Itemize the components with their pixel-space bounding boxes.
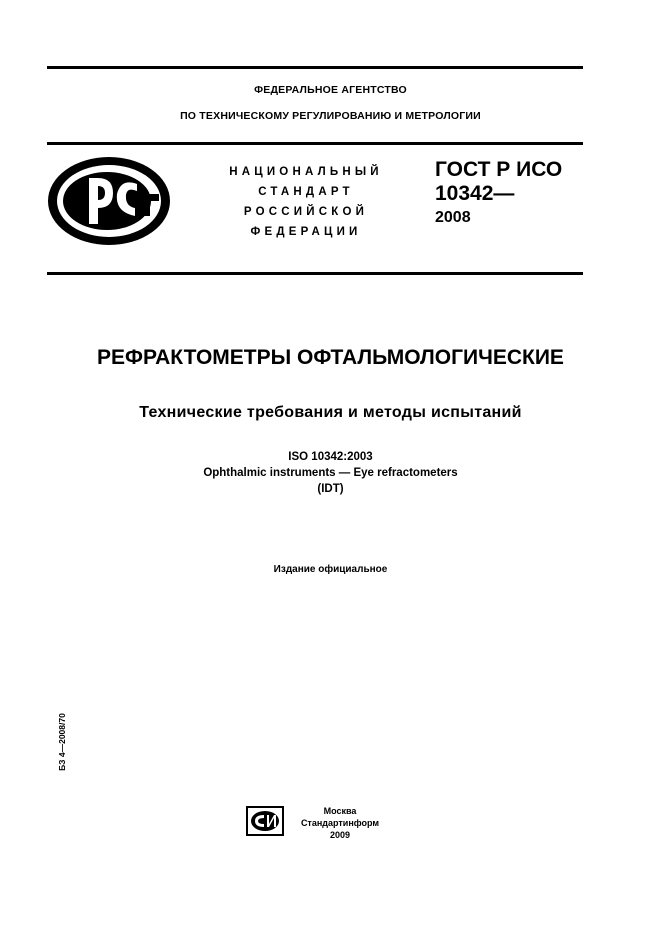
- standartinform-logo-icon: [246, 806, 284, 836]
- standard-type-line-4: ФЕДЕРАЦИИ: [250, 226, 362, 238]
- iso-number: ISO 10342:2003: [288, 451, 373, 463]
- designation-line-1: ГОСТ Р ИСО: [435, 158, 563, 181]
- header-rule: [47, 142, 583, 145]
- standard-type-line-2: СТАНДАРТ: [258, 186, 354, 198]
- designation-line-2: 10342—: [435, 182, 515, 205]
- top-rule: [47, 66, 583, 69]
- agency-line-1: ФЕДЕРАЛЬНОЕ АГЕНТСТВО: [254, 84, 407, 96]
- rst-mark-graphic: [48, 157, 170, 245]
- side-code: БЗ 4—2008/70: [57, 713, 67, 771]
- rst-mark-icon: [45, 154, 173, 248]
- publisher-year: 2009: [329, 830, 351, 840]
- standard-type-line-1: НАЦИОНАЛЬНЫЙ: [229, 166, 383, 178]
- document-subtitle: Технические требования и методы испытаний: [139, 404, 522, 421]
- document-title: РЕФРАКТОМЕТРЫ ОФТАЛЬМОЛОГИЧЕСКИЕ: [97, 346, 564, 369]
- publisher-name: Стандартинформ: [300, 818, 380, 828]
- edition-label: Издание официальное: [273, 564, 388, 575]
- mid-rule: [47, 272, 583, 275]
- iso-degree: (IDT): [317, 483, 344, 495]
- standartinform-logo-graphic: [247, 807, 283, 835]
- standard-type-line-3: РОССИЙСКОЙ: [243, 206, 369, 218]
- publisher-city: Москва: [323, 806, 357, 816]
- iso-name: Ophthalmic instruments — Eye refractometers: [203, 467, 458, 479]
- agency-line-2: ПО ТЕХНИЧЕСКОМУ РЕГУЛИРОВАНИЮ И МЕТРОЛОГИИ: [180, 110, 481, 122]
- designation-line-3: 2008: [435, 209, 471, 226]
